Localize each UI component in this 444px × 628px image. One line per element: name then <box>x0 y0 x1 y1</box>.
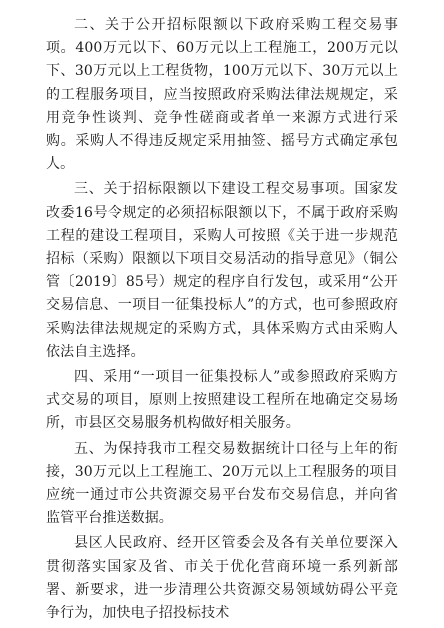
paragraph-section-5: 五、为保持我市工程交易数据统计口径与上年的衔接，30万元以上工程施工、20万元以上工程服务的项目应统一通过市公共资源交易平台发布交易信息，并向省监管平台推送数据。 <box>46 440 398 527</box>
paragraph-section-2: 二、关于公开招标限额以下政府采购工程交易事项。400万元以下、60万元以上工程施工，200万元以下、30万元以上工程货物，100万元以下、30万元以上的工程服务项目，应当按照政府采购法律法规规定，采用竞争性谈判、竞争性磋商或者单一来源方式进行采购。采购人不得违反规定采用抽签、摇号方式确定承包人。 <box>46 17 398 173</box>
document-body <box>46 14 398 625</box>
paragraph-closing: 县区人民政府、经开区管委会及各有关单位要深入贯彻落实国家及省、市关于优化营商环境一系列新部署、新要求，进一步清理公共资源交易领域妨碍公平竞争行为，加快电子招投标技术 <box>46 535 398 622</box>
paragraph-section-4: 四、采用“一项目一征集投标人”或参照政府采购方式交易的项目，原则上按照建设工程所在地确定交易场所，市县区交易服务机构做好相关服务。 <box>46 369 398 432</box>
paragraph-section-3: 三、关于招标限额以下建设工程交易事项。国家发改委16号令规定的必须招标限额以下，不属于政府采购工程的建设工程项目，采购人可按照《关于进一步规范招标（采购）限额以下项目交易活动的指导意见》（铜公管〔2019〕85号）规定的程序自行发包，或采用“公开交易信息、一项目一征集投标人”的方式，也可参照政府采购法律法规规定的采购方式，具体采购方式由采购人依法自主选择。 <box>46 181 398 360</box>
